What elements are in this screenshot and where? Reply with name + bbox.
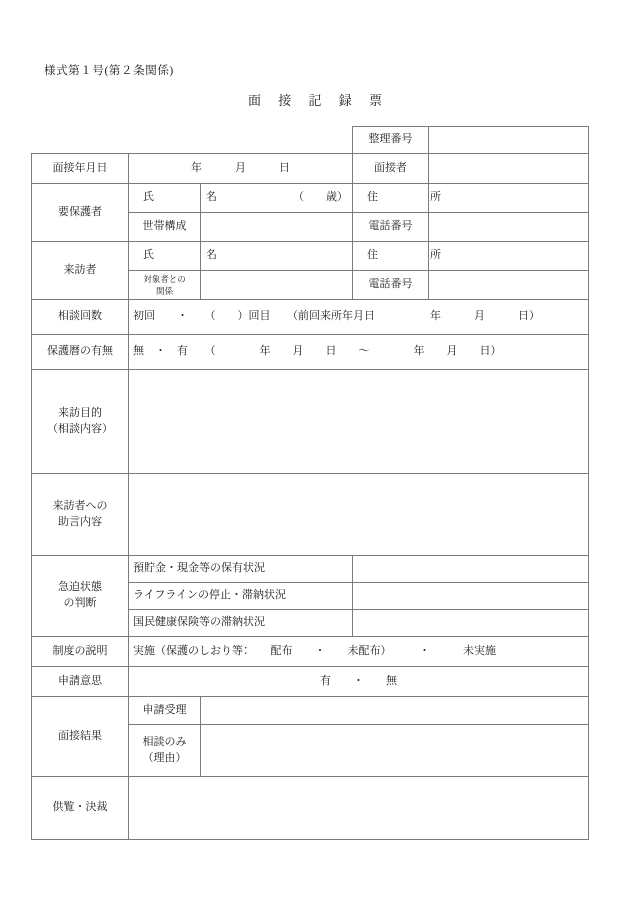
table-row-visit-purpose (32, 370, 589, 474)
visit-purpose-label (32, 370, 129, 474)
protection-history-label: 保護暦の有無 (32, 335, 129, 370)
visitor-name-label: 氏 名 (129, 242, 201, 271)
interview-result-accepted-label: 申請受理 (129, 697, 201, 725)
table-row-visitor-name (32, 242, 589, 271)
urgency-item-value-savings[interactable] (353, 556, 589, 583)
urgency-item-label-lifeline: ライフラインの停止・滞納状況 (129, 583, 353, 610)
urgency-item-label-savings: 預貯金・現金等の保有状況 (129, 556, 353, 583)
advice-label-line2: 助言内容 (58, 515, 102, 528)
urgency-label (32, 556, 129, 637)
visit-purpose-label-line1: 来訪目的 (58, 406, 102, 419)
table-row-advice (32, 474, 589, 556)
table-row-application-intent (32, 667, 589, 697)
protected-person-phone-value[interactable] (429, 213, 589, 242)
protected-person-household-value[interactable] (201, 213, 353, 242)
visitor-relation-label-line1: 対象者との (143, 273, 186, 284)
advice-label (32, 474, 129, 556)
consultation-count-value[interactable]: 初回 ・ （ ）回目 （前回来所年月日 年 月 日） (129, 300, 589, 335)
protection-history-value[interactable]: 無 ・ 有 （ 年 月 日 ～ 年 月 日） (129, 335, 589, 370)
visitor-phone-label: 電話番号 (353, 271, 429, 300)
interview-date-value[interactable]: 年 月 日 (129, 154, 353, 184)
approval-value[interactable] (129, 777, 589, 840)
urgency-item-label-insurance: 国民健康保険等の滞納状況 (129, 610, 353, 637)
protected-person-label: 要保護者 (32, 184, 129, 242)
visitor-address-label: 住 所 (353, 242, 429, 271)
table-row-interview-date (32, 154, 589, 184)
visitor-relation-label-line2: 関係 (155, 286, 173, 296)
approval-label: 供覧・決裁 (32, 777, 129, 840)
table-row-protection-history (32, 335, 589, 370)
visitor-address-value[interactable] (429, 242, 589, 271)
interviewer-label: 面接者 (353, 154, 429, 184)
visitor-relation-label (129, 271, 201, 300)
system-explanation-value[interactable]: 実施（保護のしおり等： 配布 ・ 未配布） ・ 未実施 (129, 637, 589, 667)
protected-person-household-label: 世帯構成 (129, 213, 201, 242)
protected-person-address-label: 住 所 (353, 184, 429, 213)
interviewer-value[interactable] (429, 154, 589, 184)
visit-purpose-label-line2: （相談内容） (47, 422, 113, 435)
protected-person-phone-label: 電話番号 (353, 213, 429, 242)
advice-value[interactable] (129, 474, 589, 556)
table-row-system-explanation (32, 637, 589, 667)
visit-purpose-value[interactable] (129, 370, 589, 474)
table-row-interview-result-accepted (32, 697, 589, 725)
application-intent-label: 申請意思 (32, 667, 129, 697)
system-explanation-label: 制度の説明 (32, 637, 129, 667)
protected-person-address-value[interactable] (429, 184, 589, 213)
visitor-label: 来訪者 (32, 242, 129, 300)
interview-result-label: 面接結果 (32, 697, 129, 777)
interview-result-consult-only-label (129, 725, 201, 777)
table-row-control-number (32, 127, 589, 154)
control-number-value[interactable] (429, 127, 589, 154)
urgency-item-value-insurance[interactable] (353, 610, 589, 637)
interview-record-table (31, 126, 589, 840)
advice-label-line1: 来訪者への (52, 499, 108, 512)
application-intent-value[interactable]: 有 ・ 無 (129, 667, 589, 697)
spacer-cell (32, 127, 353, 154)
interview-date-label: 面接年月日 (32, 154, 129, 184)
interview-result-consult-only-value[interactable] (201, 725, 589, 777)
visitor-phone-value[interactable] (429, 271, 589, 300)
table-row-consultation-count (32, 300, 589, 335)
interview-result-accepted-value[interactable] (201, 697, 589, 725)
urgency-item-value-lifeline[interactable] (353, 583, 589, 610)
table-row-urgency-1 (32, 556, 589, 583)
consult-only-label-line2: （理由） (142, 751, 187, 764)
protected-person-age-value[interactable]: （ 歳） (201, 184, 353, 213)
consult-only-label-line1: 相談のみ (142, 735, 187, 748)
protected-person-name-label: 氏 名 (129, 184, 201, 213)
page-title: 面 接 記 録 票 (247, 93, 389, 108)
urgency-label-line1: 急迫状態 (58, 581, 102, 594)
table-row-protected-person-name (32, 184, 589, 213)
control-number-label: 整理番号 (353, 127, 429, 154)
visitor-relation-value[interactable] (201, 271, 353, 300)
urgency-label-line2: の判断 (63, 597, 97, 609)
consultation-count-label: 相談回数 (32, 300, 129, 335)
form-number: 様式第１号(第２条関係) (44, 65, 174, 77)
table-row-approval (32, 777, 589, 840)
